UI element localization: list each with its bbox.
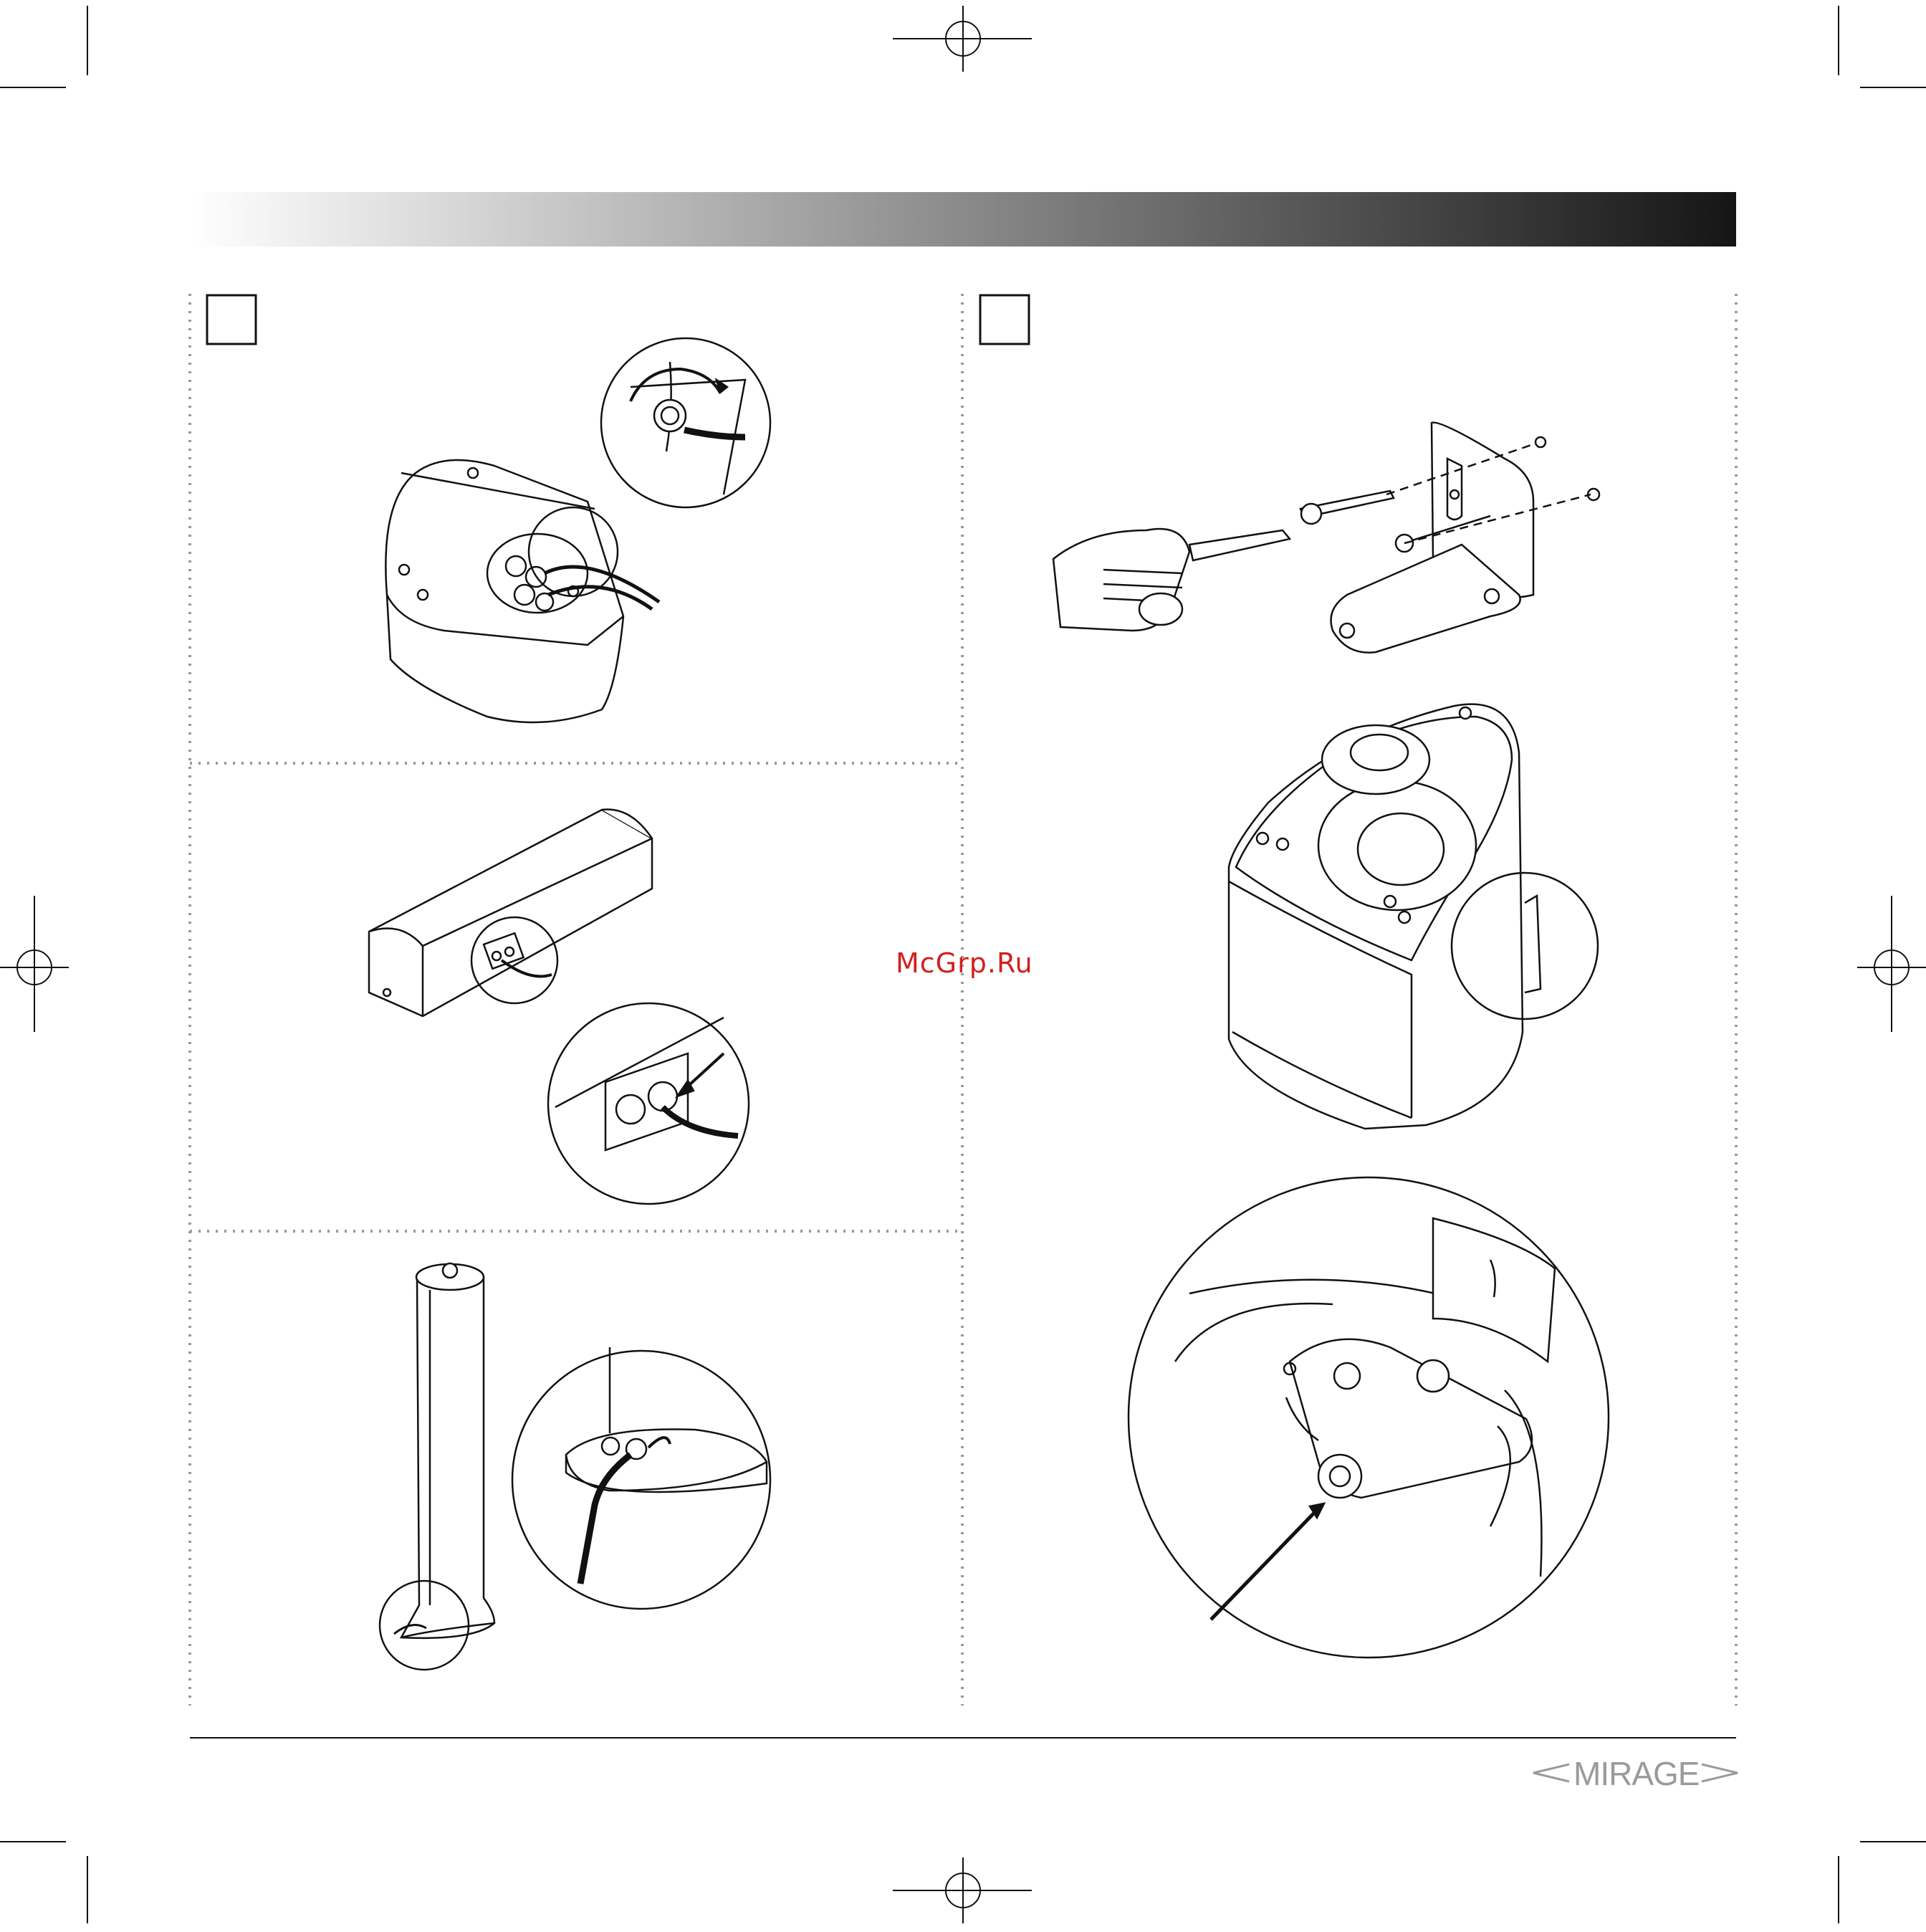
bookshelf-speaker-illustration	[385, 460, 659, 722]
brand-logo-text: MIRAGE	[1573, 1755, 1700, 1792]
header-gradient-bar	[190, 192, 1736, 247]
step-box-left	[207, 295, 256, 344]
tower-speaker-illustration	[380, 1263, 494, 1670]
center-zoom-circle	[548, 1003, 749, 1204]
wall-bracket-illustration	[1331, 423, 1600, 653]
speaker-on-bracket-illustration	[1229, 704, 1598, 1129]
step-box-right	[980, 295, 1029, 344]
center-speaker-illustration	[369, 810, 652, 1017]
registration-mark-top	[893, 6, 1032, 72]
registration-mark-right	[1857, 896, 1926, 1032]
watermark-text: McGrp.Ru	[896, 947, 1033, 979]
registration-mark-bottom	[893, 1857, 1032, 1923]
bookshelf-zoom-circle	[601, 338, 770, 507]
tower-zoom-circle	[512, 1347, 770, 1609]
bracket-detail-zoom	[1129, 1177, 1609, 1658]
registration-mark-left	[0, 896, 69, 1032]
